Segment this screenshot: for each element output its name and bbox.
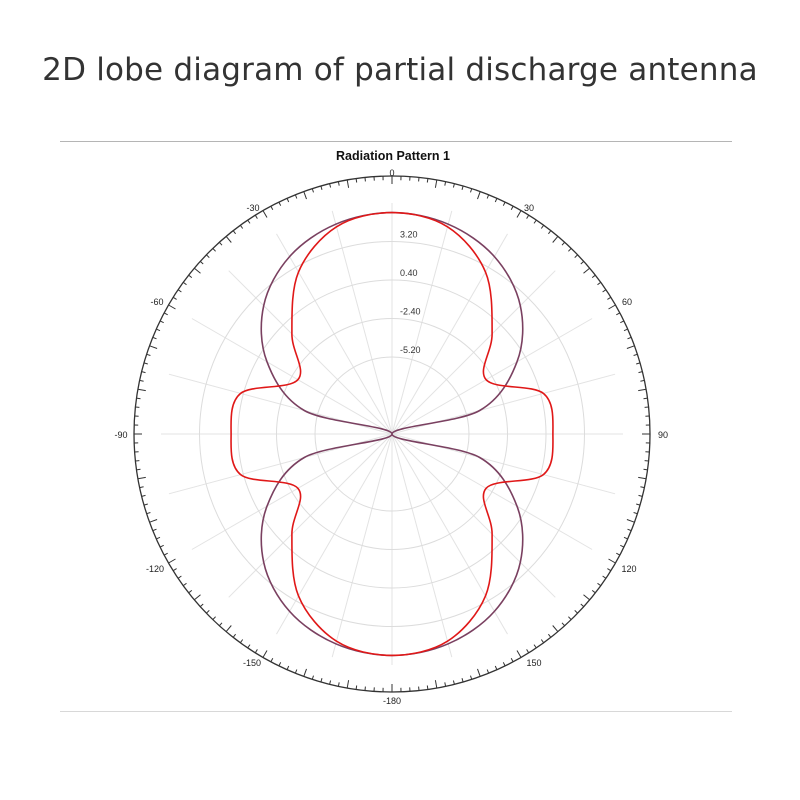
scale-tick [541, 225, 543, 228]
scale-tick [142, 495, 146, 496]
scale-tick [453, 681, 454, 685]
scale-tick [427, 686, 428, 690]
scale-tick [206, 610, 209, 613]
scale-tick [628, 337, 632, 338]
radial-tick-label: 3.20 [400, 229, 418, 240]
scale-tick [598, 583, 601, 585]
scale-tick [287, 198, 289, 202]
scale-tick [568, 248, 571, 251]
angle-tick-label: -120 [145, 564, 165, 574]
scale-tick [627, 346, 635, 349]
radial-tick-label: -2.40 [400, 306, 421, 317]
scale-tick [568, 617, 571, 620]
angle-tick-label: 120 [621, 564, 637, 574]
scale-tick [219, 623, 222, 626]
scale-tick [609, 559, 616, 563]
scale-tick [624, 329, 628, 331]
scale-tick [639, 372, 643, 373]
scale-tick [213, 617, 216, 620]
scale-tick [248, 220, 250, 223]
scale-tick [194, 268, 200, 273]
angle-tick-label: 0 [389, 168, 395, 178]
angle-tick-label: 150 [526, 658, 542, 668]
scale-tick [138, 389, 146, 390]
scale-tick [200, 604, 203, 607]
scale-tick [330, 184, 331, 188]
scale-tick [603, 290, 606, 292]
angle-tick-label: 30 [523, 203, 535, 213]
scale-tick [624, 537, 628, 539]
scale-tick [312, 189, 313, 193]
scale-tick [153, 337, 157, 338]
scale-tick [160, 321, 164, 323]
angle-tick-label: 60 [621, 297, 633, 307]
scale-tick [503, 662, 505, 666]
scale-tick [255, 649, 257, 652]
scale-tick [495, 198, 497, 202]
scale-tick [527, 215, 529, 218]
scale-tick [638, 389, 646, 390]
scale-tick [338, 182, 339, 186]
scale-tick [233, 634, 235, 637]
scale-tick [295, 195, 296, 199]
scale-tick [638, 477, 646, 478]
scale-tick [534, 220, 536, 223]
scale-tick [644, 469, 648, 470]
scale-tick [639, 495, 643, 496]
scale-tick [445, 682, 446, 686]
scale-tick [321, 678, 322, 682]
angle-tick-label: -90 [114, 430, 128, 440]
scale-tick [575, 255, 578, 258]
scale-tick [620, 321, 624, 323]
angle-tick-label: -150 [242, 658, 262, 668]
scale-tick [169, 559, 176, 563]
scale-tick [562, 242, 565, 245]
scale-tick [248, 645, 250, 648]
scale-tick [226, 236, 231, 242]
scale-tick [304, 192, 307, 200]
scale-tick [147, 354, 151, 355]
scale-tick [194, 595, 200, 600]
scale-tick [603, 576, 606, 578]
scale-tick [287, 666, 289, 670]
scale-tick [462, 678, 463, 682]
scale-tick [435, 180, 436, 188]
scale-tick [140, 380, 144, 381]
scale-tick [356, 686, 357, 690]
scale-tick [271, 658, 273, 662]
scale-tick [478, 669, 481, 677]
scale-tick [183, 583, 186, 585]
scale-tick [164, 553, 168, 555]
scale-tick [138, 477, 146, 478]
scale-tick [178, 576, 181, 578]
scale-tick [548, 231, 550, 234]
scale-tick [347, 680, 348, 688]
scale-tick [462, 186, 463, 190]
scale-tick [255, 215, 257, 218]
scale-tick [156, 329, 160, 331]
scale-tick [312, 676, 313, 680]
scale-tick [562, 623, 565, 626]
scale-tick [584, 595, 590, 600]
scale-tick [584, 268, 590, 273]
scale-tick [511, 658, 513, 662]
scale-tick [541, 640, 543, 643]
scale-tick [453, 184, 454, 188]
scale-tick [478, 192, 481, 200]
scale-tick [295, 670, 296, 674]
scale-tick [279, 662, 281, 666]
scale-tick [607, 297, 610, 299]
angle-tick-label: -30 [246, 203, 260, 213]
angle-tick-label: 90 [657, 430, 669, 440]
scale-tick [263, 211, 267, 218]
scale-tick [517, 211, 521, 218]
scale-tick [581, 261, 584, 264]
scale-tick [627, 520, 635, 523]
scale-tick [548, 634, 550, 637]
scale-tick [581, 604, 584, 607]
scale-tick [189, 275, 192, 277]
scale-tick [435, 680, 436, 688]
scale-tick [150, 346, 158, 349]
scale-tick [598, 282, 601, 284]
scale-tick [226, 626, 231, 632]
scale-tick [147, 513, 151, 514]
scale-tick [137, 469, 141, 470]
angle-tick-label: -180 [382, 696, 402, 706]
scale-tick [321, 186, 322, 190]
scale-tick [233, 231, 235, 234]
scale-tick [206, 255, 209, 258]
scale-tick [240, 225, 242, 228]
radial-tick-label: -5.20 [400, 345, 421, 355]
scale-tick [173, 569, 176, 571]
radial-tick-label: 0.40 [400, 268, 418, 278]
scale-tick [503, 202, 505, 206]
scale-tick [178, 290, 181, 292]
scale-tick [487, 195, 488, 199]
scale-tick [471, 676, 472, 680]
scale-tick [240, 640, 242, 643]
scale-tick [150, 520, 158, 523]
scale-tick [592, 275, 595, 277]
scale-tick [640, 487, 644, 488]
scale-tick [553, 626, 558, 632]
scale-tick [183, 282, 186, 284]
chart-title: Radiation Pattern 1 [336, 149, 450, 163]
scale-tick [511, 206, 513, 210]
scale-tick [263, 651, 267, 658]
scale-tick [592, 590, 595, 592]
scale-tick [609, 305, 616, 309]
scale-tick [271, 206, 273, 210]
scale-tick [495, 666, 497, 670]
scale-tick [636, 363, 640, 364]
scale-tick [164, 313, 168, 315]
scale-tick [427, 179, 428, 183]
scale-tick [553, 236, 558, 242]
scale-tick [517, 651, 521, 658]
scale-tick [137, 398, 141, 399]
scale-tick [347, 180, 348, 188]
scale-tick [636, 504, 640, 505]
scale-tick [169, 305, 176, 309]
scale-tick [304, 669, 307, 677]
scale-tick [616, 313, 620, 315]
scale-tick [628, 529, 632, 530]
page-title: 2D lobe diagram of partial discharge antenna [42, 52, 758, 88]
scale-tick [356, 179, 357, 183]
scale-tick [644, 398, 648, 399]
scale-tick [144, 363, 148, 364]
scale-tick [620, 545, 624, 547]
scale-tick [634, 354, 638, 355]
scale-tick [487, 670, 488, 674]
scale-tick [153, 529, 157, 530]
scale-tick [200, 261, 203, 264]
scale-tick [144, 504, 148, 505]
angle-tick-label: -60 [150, 297, 164, 307]
scale-tick [534, 645, 536, 648]
scale-tick [173, 297, 176, 299]
scale-tick [213, 248, 216, 251]
scale-tick [330, 681, 331, 685]
scale-tick [279, 202, 281, 206]
scale-tick [140, 487, 144, 488]
scale-tick [156, 537, 160, 539]
scale-tick [338, 682, 339, 686]
scale-tick [640, 380, 644, 381]
scale-tick [607, 569, 610, 571]
scale-tick [219, 242, 222, 245]
scale-tick [142, 372, 146, 373]
scale-tick [575, 610, 578, 613]
scale-tick [527, 649, 529, 652]
scale-tick [445, 182, 446, 186]
scale-tick [471, 189, 472, 193]
scale-tick [160, 545, 164, 547]
scale-tick [616, 553, 620, 555]
scale-tick [634, 513, 638, 514]
scale-tick [189, 590, 192, 592]
